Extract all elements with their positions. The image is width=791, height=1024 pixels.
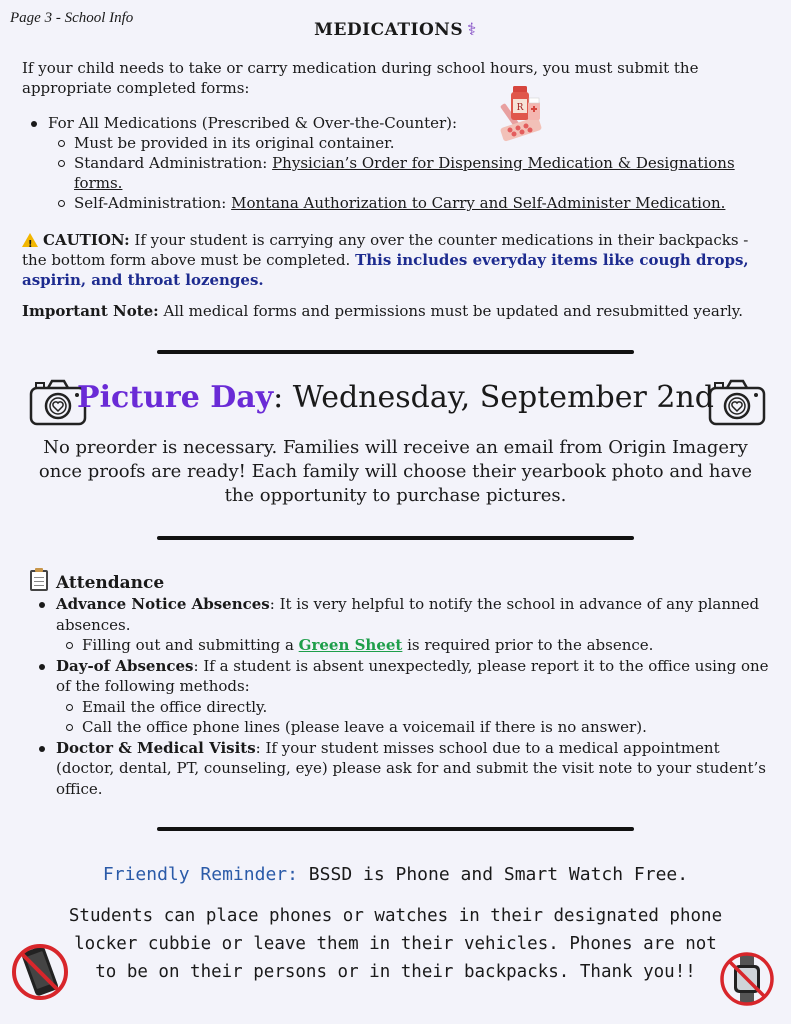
picture-day-label: Picture Day [77,380,274,415]
original-container-text: Must be provided in its original container. [74,134,395,152]
doctor-visits-text: : If your student misses school due to a medical appointment (doctor, dental, PT, counseling, eye) please ask for and submit the visit note to your student’s office. [56,738,766,798]
advance-notice-label: Advance Notice Absences [56,595,270,613]
day-of-label: Day-of Absences [56,656,194,675]
medications-list [22,113,762,213]
no-phone-icon [10,942,70,1002]
attendance-list [30,594,770,799]
divider [157,350,634,354]
friendly-reminder [0,864,791,885]
green-sheet-suffix: is required prior to the absence. [402,636,654,654]
attendance-title: Attendance [56,573,165,593]
list-item [30,656,770,738]
list-item [48,193,762,213]
for-all-medications-label: For All Medications (Prescribed & Over-the-Counter): [48,114,458,132]
list-item [30,738,770,800]
self-admin-label: Self-Administration: [74,194,232,212]
picture-day-description: No preorder is necessary. Families will receive an email from Origin Imagery once proofs are ready! Each family will choose their yearbook photo and have the opportunity to purchase pictures. [38,437,753,506]
standard-admin-label: Standard Administration: [74,154,273,172]
advance-notice-text: : It is very helpful to notify the school in advance of any planned absences. [56,595,760,634]
caution-examples: This includes everyday items like cough drops, aspirin, and throat lozenges. [22,251,749,289]
email-office-text: Email the office directly. [82,697,268,716]
list-item [48,153,762,193]
students-phone-policy: Students can place phones or watches in their designated phone locker cubbie or leave them in their vehicles. Phones are not to be on their persons or in their backpacks. Thank you!! [68,906,723,982]
call-office-text: Call the office phone lines (please leave a voicemail if there is no answer). [82,718,647,736]
attendance-heading [30,570,164,593]
caution-label: CAUTION: [43,231,130,249]
clipboard-icon [30,570,48,591]
warning-icon [22,233,38,247]
picture-day-date: : Wednesday, September 2nd [273,380,714,415]
medications-title-text: MEDICATIONS [314,20,464,40]
friendly-reminder-text: BSSD is Phone and Smart Watch Free. [297,864,689,885]
day-of-text: : If a student is absent unexpectedly, please report it to the office using one of the following methods: [56,656,769,695]
physician-order-link[interactable]: Physician’s Order for Dispensing Medication & Designations forms. [74,154,735,192]
picture-day-title [0,380,791,415]
caution-paragraph [22,230,770,290]
page-label: Page 3 - School Info [10,10,134,26]
caution-text: If your student is carrying any over the counter medications in their backpacks - the bottom form above must be completed. [22,231,749,269]
medications-intro: If your child needs to take or carry medication during school hours, you must submit the appropriate completed forms: [22,59,699,97]
list-item [22,113,762,213]
list-item [30,594,770,656]
no-watch-icon [718,950,776,1008]
friendly-reminder-label: Friendly Reminder: [102,864,298,885]
important-note-label: Important Note: [22,302,159,320]
svg-text:R: R [516,103,524,113]
list-item [56,635,770,656]
doctor-visits-label: Doctor & Medical Visits [56,738,256,757]
green-sheet-link[interactable]: Green Sheet [298,636,403,654]
medications-title [0,20,791,40]
green-sheet-prefix: Filling out and submitting a [82,636,299,654]
important-note [22,301,770,321]
caduceus-icon: ⚕ [467,20,477,40]
montana-authorization-link[interactable]: Montana Authorization to Carry and Self-Administer Medication. [231,194,726,212]
divider [157,536,634,540]
list-item [48,133,762,153]
list-item [56,697,770,718]
list-item [56,717,770,738]
important-note-text: All medical forms and permissions must be updated and resubmitted yearly. [158,302,744,320]
divider [157,827,634,831]
